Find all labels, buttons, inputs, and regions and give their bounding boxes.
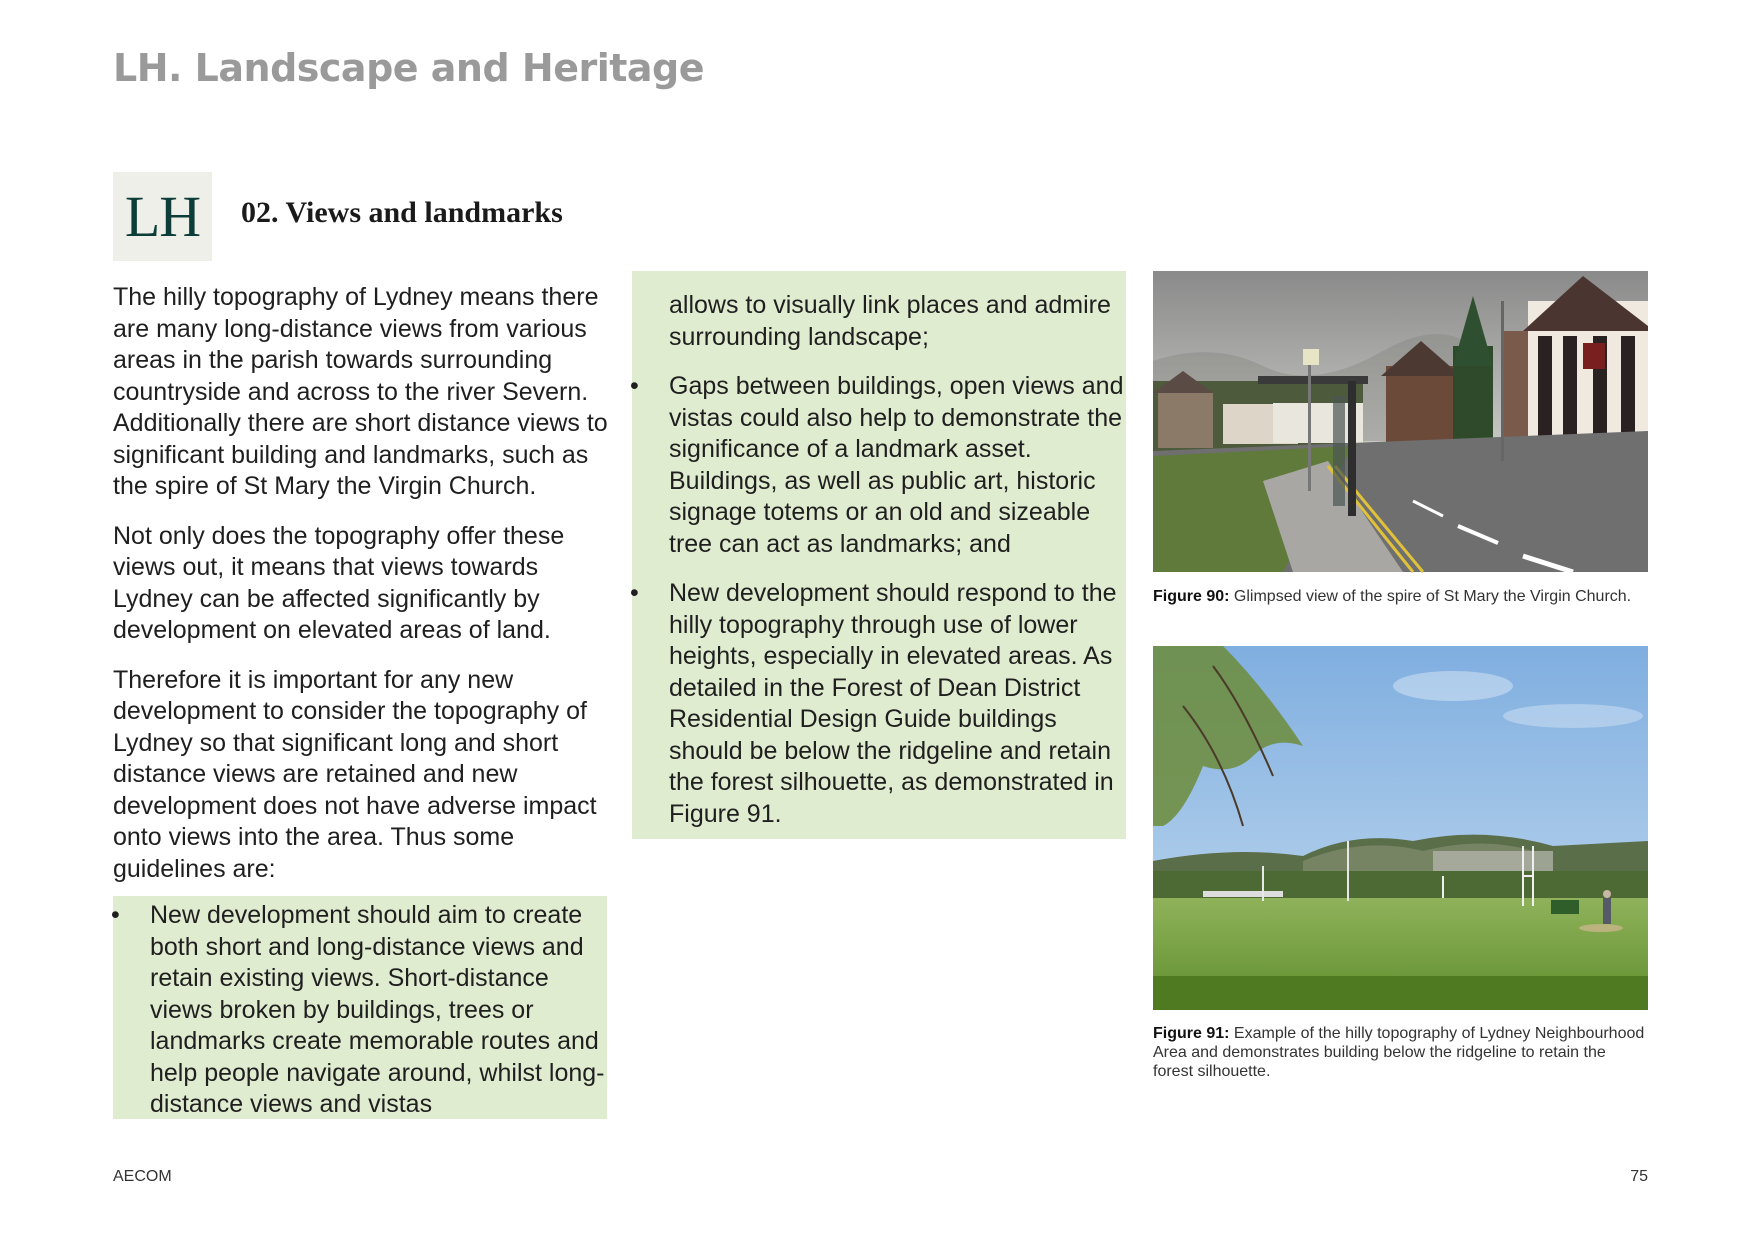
figure-90-photo bbox=[1153, 271, 1648, 572]
intro-paragraph-2: Not only does the topography offer these views out, it means that views towards Lydney can be affected significantly by development on elevated areas of land. bbox=[113, 521, 565, 644]
intro-paragraph-3: Therefore it is important for any new development to consider the topography of Lydney so that significant long and short distance views are retained and new development does not have adverse impact onto views into the area. Thus some guidelines are: bbox=[113, 665, 597, 883]
figure-91-caption bbox=[1153, 1024, 1648, 1081]
guideline-item-2 bbox=[632, 371, 1126, 560]
badge-label: LH bbox=[124, 184, 201, 249]
figure-91-text: Example of the hilly topography of Lydney Neighbourhood Area and demonstrates building below the ridgeline to retain the forest silhouette. bbox=[1153, 1025, 1645, 1080]
guideline-item-2-text: Gaps between buildings, open views and vistas could also help to demonstrate the significance of a landmark asset. Buildings, as well as public art, historic signage totems or an old and sizeable tree can act as landmarks; and bbox=[669, 372, 1124, 558]
guideline-box-1 bbox=[113, 896, 607, 1119]
figure-90-label: Figure 90: bbox=[1153, 588, 1230, 605]
guideline-item-3 bbox=[632, 578, 1126, 830]
figure-91-photo bbox=[1153, 646, 1648, 1010]
guideline-item-1-continued: allows to visually link places and admire surrounding landscape; bbox=[669, 291, 1111, 351]
intro-column bbox=[113, 282, 613, 903]
footer-company: AECOM bbox=[113, 1168, 172, 1185]
figure-90-text: Glimpsed view of the spire of St Mary the Virgin Church. bbox=[1229, 588, 1632, 605]
bullet-icon: • bbox=[111, 901, 120, 929]
page-number: 75 bbox=[1630, 1168, 1648, 1185]
figure-90-caption bbox=[1153, 587, 1648, 606]
intro-paragraph-1: The hilly topography of Lydney means there are many long-distance views from various areas in the parish towards surrounding countryside and across to the river Severn. Additionally there are short distance views to significant building and landmarks, such as the spire of St Mary the Virgin Church. bbox=[113, 283, 608, 500]
section-badge bbox=[113, 172, 212, 261]
guideline-box-2 bbox=[632, 271, 1126, 839]
bullet-icon: • bbox=[630, 372, 639, 400]
guideline-item-1 bbox=[113, 900, 607, 1121]
figure-91-label: Figure 91: bbox=[1153, 1025, 1230, 1042]
guideline-item-3-text: New development should respond to the hilly topography through use of lower heights, especially in elevated areas. As detailed in the Forest of Dean District Residential Design Guide buildings should be below the ridgeline and retain the forest silhouette, as demonstrated in Figure 91. bbox=[669, 579, 1117, 828]
subsection-heading: 02. Views and landmarks bbox=[241, 196, 563, 229]
section-title: LH. Landscape and Heritage bbox=[113, 46, 705, 90]
bullet-icon: • bbox=[630, 579, 639, 607]
guideline-item-1-text: New development should aim to create both short and long-distance views and retain existing views. Short-distance views broken by buildings, trees or landmarks create memorable routes and help people navigate around, whilst long-distance views and vistas bbox=[150, 901, 605, 1118]
